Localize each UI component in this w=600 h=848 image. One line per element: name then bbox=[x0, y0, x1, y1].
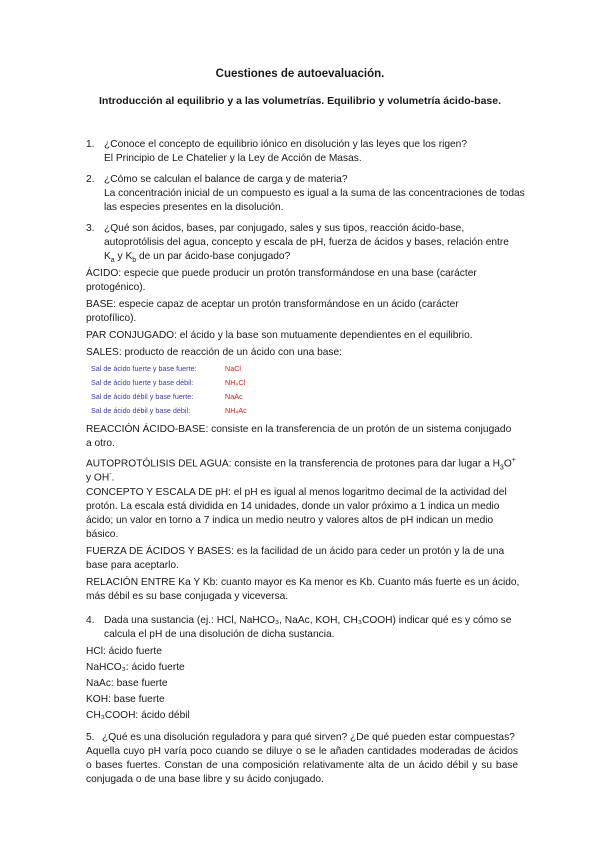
q2-answer-line-2: las especies presentes en la disolución. bbox=[104, 202, 284, 213]
q4-number: 4. bbox=[86, 615, 95, 626]
salt-type-label: Sal de ácido fuerte y base fuerte: bbox=[91, 364, 197, 373]
q1-question: ¿Conoce el concepto de equilibrio iónico en disolución y las leyes que los rigen? bbox=[104, 139, 468, 150]
q4-answer-koh: KOH: base fuerte bbox=[86, 694, 165, 705]
salt-type-label: Sal de ácido fuerte y base débil: bbox=[91, 378, 194, 387]
q4-question-line-1: Dada una sustancia (ej.: HCl, NaHCO₃, NaAc, KOH, CH₃COOH) indicar qué es y cómo se bbox=[104, 615, 512, 626]
q3-question-line-3: $K_a$ y $K_b$ de un par ácido-base conjugado? bbox=[104, 251, 291, 265]
salt-type-formula: NH₄Cl bbox=[225, 378, 246, 387]
ph-definition-line-2: protón. La escala está dividida en 14 unidades, donde un valor próximo a 1 indica un medio bbox=[86, 501, 500, 512]
salt-type-label: Sal de ácido débil y base fuerte: bbox=[91, 392, 194, 401]
q4-answer-naac: NaAc: base fuerte bbox=[86, 678, 168, 689]
par-conjugado-definition: PAR CONJUGADO: el ácido y la base son mutuamente dependientes en el equilibrio. bbox=[86, 330, 473, 341]
q3-question-line-1: ¿Qué son ácidos, bases, par conjugado, sales y sus tipos, reacción ácido-base, bbox=[104, 223, 465, 234]
ph-definition-line-4: básico. bbox=[86, 529, 119, 540]
q4-answer-hcl: HCl: ácido fuerte bbox=[86, 646, 162, 657]
relacion-definition-line-1: RELACIÓN ENTRE Ka Y Kb: cuanto mayor es Ka menor es Kb. Cuanto más fuerte es un ácido, bbox=[86, 577, 520, 588]
q5-number: 5. bbox=[86, 732, 95, 743]
ph-definition-line-3: ácido; un valor en torno a 7 indica un medio neutro y valores altos de pH indican un medio bbox=[86, 515, 494, 526]
document-title: Cuestiones de autoevaluación. bbox=[215, 68, 385, 80]
q3-question-line-2: autoprotólisis del agua, concepto y escala de pH, fuerza de ácidos y bases, relación entre bbox=[104, 237, 509, 248]
relacion-definition-line-2: más débil es su base conjugada y viceversa. bbox=[86, 591, 289, 602]
base-definition-line-2: protofílico). bbox=[86, 313, 137, 324]
salt-type-formula: NaAc bbox=[225, 392, 243, 401]
base-definition-line-1: BASE: especie capaz de aceptar un protón transformándose en un ácido (carácter bbox=[86, 299, 459, 310]
salt-type-formula: NaCl bbox=[225, 364, 241, 373]
sales-definition: SALES: producto de reacción de un ácido con una base: bbox=[86, 347, 342, 358]
acido-definition-line-1: ÁCIDO: especie que puede producir un protón transformándose en una base (carácter bbox=[86, 268, 477, 279]
ph-definition-line-1: CONCEPTO Y ESCALA DE pH: el pH es igual al menos logaritmo decimal de la actividad del bbox=[86, 487, 507, 498]
salt-type-label: Sal de ácido débil y base débil: bbox=[91, 406, 191, 415]
reaccion-definition-line-1: REACCIÓN ÁCIDO-BASE: consiste en la transferencia de un protón de un sistema conjugado bbox=[86, 424, 512, 435]
q2-number: 2. bbox=[86, 174, 95, 185]
q1-number: 1. bbox=[86, 139, 95, 150]
salt-type-formula: NH₄Ac bbox=[225, 406, 247, 415]
q2-question: ¿Cómo se calculan el balance de carga y de materia? bbox=[104, 174, 348, 185]
q4-answer-ch3cooh: CH₃COOH: ácido débil bbox=[86, 710, 190, 721]
q4-answer-nahco3: NaHCO₃: ácido fuerte bbox=[86, 662, 185, 673]
q2-answer-line-1: La concentración inicial de un compuesto es igual a la suma de las concentraciones de todas bbox=[104, 188, 525, 199]
fuerza-definition-line-1: FUERZA DE ÁCIDOS Y BASES: es la facilidad de un ácido para ceder un protón y la de una bbox=[86, 546, 505, 557]
q5-question: ¿Qué es una disolución reguladora y para qué sirven? ¿De qué pueden estar compuestas? bbox=[102, 732, 515, 743]
q1-answer: El Principio de Le Chatelier y la Ley de Acción de Masas. bbox=[104, 153, 362, 164]
q3-number: 3. bbox=[86, 223, 95, 234]
q4-question-line-2: calcula el pH de una disolución de dicha sustancia. bbox=[104, 629, 335, 640]
fuerza-definition-line-2: base para aceptarlo. bbox=[86, 560, 179, 571]
autoprotolisis-definition-line-2: y OH-. bbox=[86, 471, 115, 484]
q5-answer: Aquella cuyo pH varía poco cuando se diluye o se le añaden cantidades moderadas de ácidos o bases fuertes. Constan de una composición relativamente alta de un ácido débil y su base conjugada o de una base libre y su ácido conjugado. bbox=[86, 746, 518, 785]
reaccion-definition-line-2: a otro. bbox=[86, 438, 115, 449]
document-subtitle: Introducción al equilibrio y a las volumetrías. Equilibrio y volumetría ácido-base. bbox=[98, 95, 501, 107]
acido-definition-line-2: protogénico). bbox=[86, 282, 146, 293]
autoprotolisis-definition-line-1: AUTOPROTÓLISIS DEL AGUA: consiste en la transferencia de protones para dar lugar a $H_3O^+$ bbox=[86, 457, 516, 472]
